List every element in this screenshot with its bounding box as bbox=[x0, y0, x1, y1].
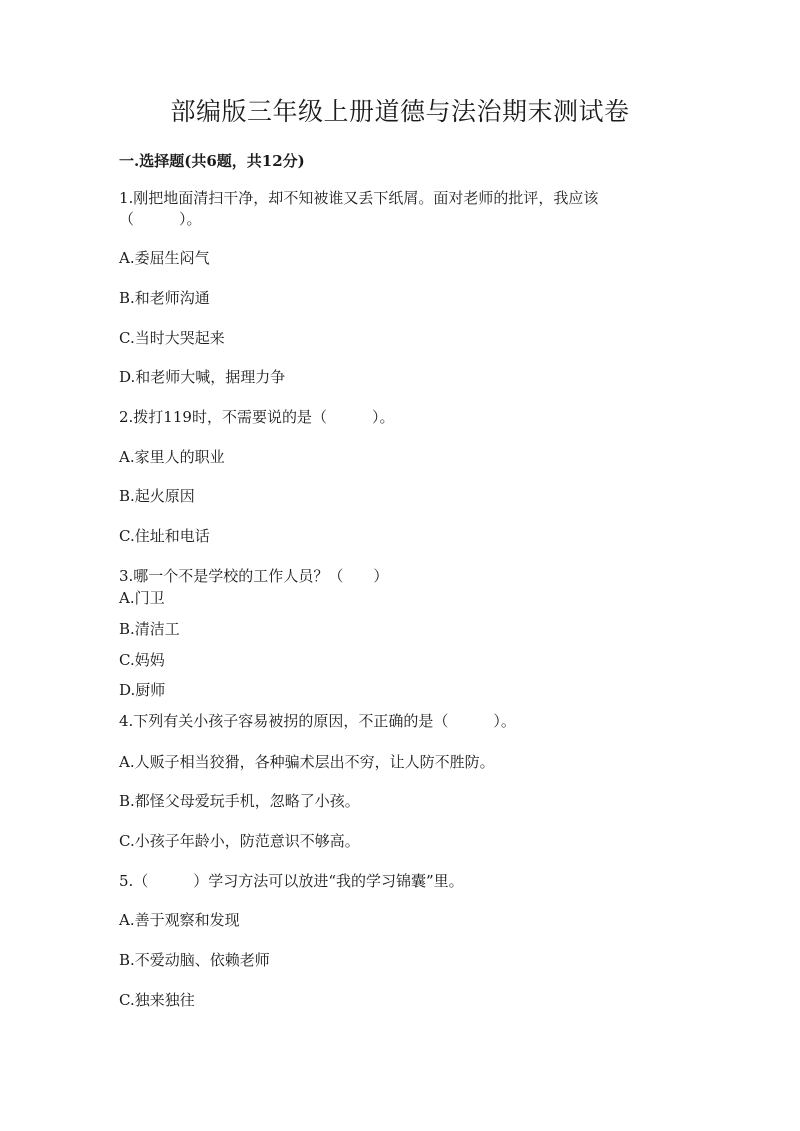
question-3-option-c: C.妈妈 bbox=[119, 651, 165, 669]
question-3-stem: 3.哪一个不是学校的工作人员？（ ） bbox=[119, 567, 389, 585]
question-4-option-a: A.人贩子相当狡猾，各种骗术层出不穷，让人防不胜防。 bbox=[119, 753, 495, 771]
question-1-option-d: D.和老师大喊，据理力争 bbox=[119, 368, 286, 386]
question-3-option-d: D.厨师 bbox=[119, 681, 166, 699]
question-1-stem: 1.刚把地面清扫干净，却不知被谁又丢下纸屑。面对老师的批评，我应该 bbox=[119, 189, 599, 207]
page-title: 部编版三年级上册道德与法治期末测试卷 bbox=[170, 97, 630, 126]
question-4-stem: 4.下列有关小孩子容易被拐的原因，不正确的是（ ）。 bbox=[119, 712, 516, 730]
question-4-option-b: B.都怪父母爱玩手机，忽略了小孩。 bbox=[119, 792, 360, 810]
question-2-option-b: B.起火原因 bbox=[119, 487, 195, 505]
question-5-option-a: A.善于观察和发现 bbox=[119, 911, 240, 929]
question-2-option-a: A.家里人的职业 bbox=[119, 448, 225, 466]
question-2-stem: 2.拨打119时，不需要说的是（ ）。 bbox=[119, 408, 395, 426]
question-1-stem-continued: （ ）。 bbox=[119, 210, 202, 228]
question-3-option-b: B.清洁工 bbox=[119, 620, 180, 638]
section-heading: 一.选择题(共6题，共12分) bbox=[119, 152, 305, 170]
question-2-option-c: C.住址和电话 bbox=[119, 527, 210, 545]
question-4-option-c: C.小孩子年龄小，防范意识不够高。 bbox=[119, 832, 360, 850]
question-5-option-b: B.不爱动脑、依赖老师 bbox=[119, 951, 270, 969]
question-1-option-a: A.委屈生闷气 bbox=[119, 249, 210, 267]
question-1-option-c: C.当时大哭起来 bbox=[119, 329, 225, 347]
question-3-option-a: A.门卫 bbox=[119, 589, 165, 607]
question-5-option-c: C.独来独往 bbox=[119, 991, 195, 1009]
question-1-option-b: B.和老师沟通 bbox=[119, 289, 210, 307]
question-5-stem: 5.（ ）学习方法可以放进“我的学习锦囊”里。 bbox=[119, 872, 464, 890]
